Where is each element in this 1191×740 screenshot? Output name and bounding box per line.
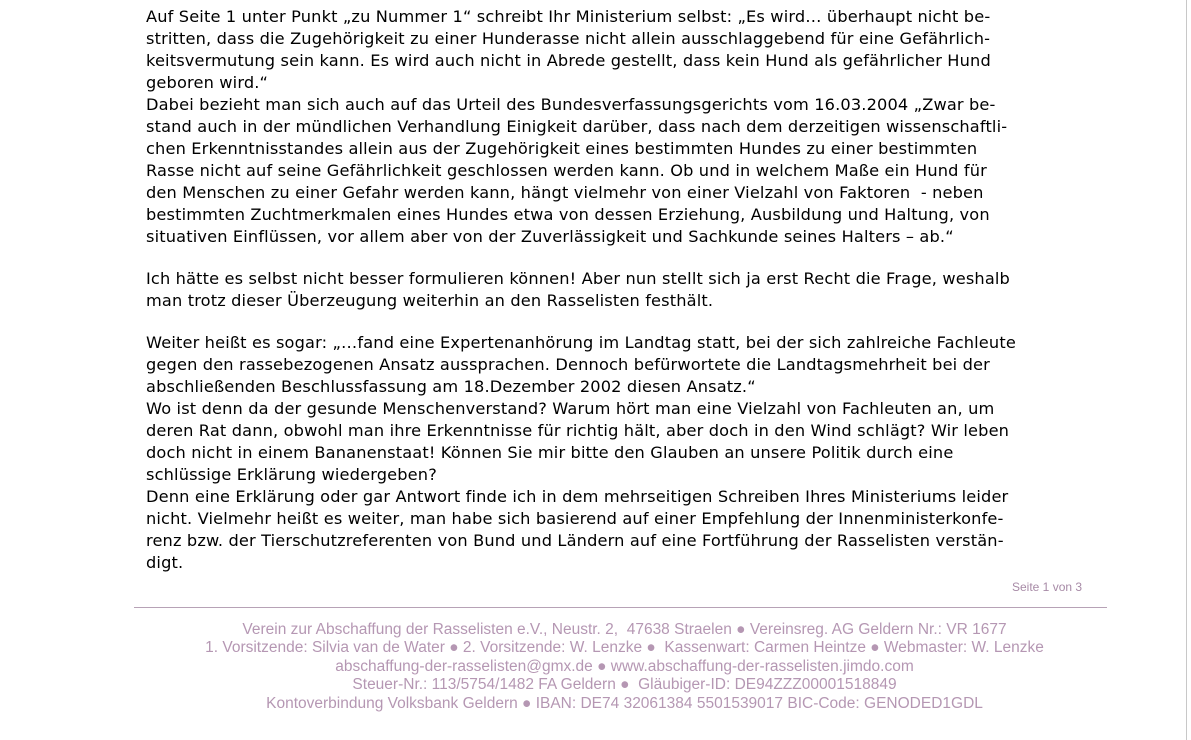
footer-line-address: Verein zur Abschaffung der Rasselisten e.V., Neustr. 2, 47638 Straelen ● Vereinsreg. AG Geldern Nr.: VR 1677 [242,621,1007,638]
text-line: schlüssige Erklärung wiedergeben? [146,465,437,484]
text-line: renz bzw. der Tierschutzreferenten von Bund und Ländern auf eine Fortführung der Rasselisten verstän- [146,531,1004,550]
paragraph-question [146,268,1106,312]
paragraph-spacer [146,248,1106,268]
footer-line-board: 1. Vorsitzende: Silvia van de Water ● 2. Vorsitzende: W. Lenzke ● Kassenwart: Carmen Heintze ● Webmaster: W. Lenzke [205,639,1044,657]
text-line: deren Rat dann, obwohl man ihre Erkenntnisse für richtig hält, aber doch in den Wind schlägt? Wir leben [146,421,1010,440]
footer-divider [134,607,1107,608]
text-line: Ich hätte es selbst nicht besser formulieren können! Aber nun stellt sich ja erst Recht die Frage, weshalb [146,269,1010,288]
text-line: Wo ist denn da der gesunde Menschenverstand? Warum hört man eine Vielzahl von Fachleuten an, um [146,399,995,418]
text-line: Weiter heißt es sogar: „…fand eine Expertenanhörung im Landtag statt, bei der sich zahlreiche Fachleute [146,333,1016,352]
text-line: geboren wird.“ [146,73,269,92]
text-line: Denn eine Erklärung oder gar Antwort finde ich in dem mehrseitigen Schreiben Ihres Ministeriums leider [146,487,1009,506]
page-edge [1186,0,1187,740]
text-line: chen Erkenntnisstandes allein aus der Zugehörigkeit eines bestimmten Hundes zu einer bestimmten [146,139,978,158]
text-line: den Menschen zu einer Gefahr werden kann, hängt vielmehr von einer Vielzahl von Faktoren - neben [146,183,984,202]
paragraph-expert-hearing [146,332,1106,398]
footer-line-tax: Steuer-Nr.: 113/5754/1482 FA Geldern ● Gläubiger-ID: DE94ZZZ00001518849 [352,676,897,694]
text-line: nicht. Vielmehr heißt es weiter, man habe sich basierend auf einer Empfehlung der Innenministerkonfe- [146,509,1004,528]
page-number: Seite 1 von 3 [1012,580,1083,594]
footer-line-contact: abschaffung-der-rasselisten@gmx.de ● www.abschaffung-der-rasselisten.jimdo.com [335,657,914,675]
text-line: digt. [146,553,184,572]
text-line: stritten, dass die Zugehörigkeit zu einer Hunderasse nicht allein ausschlaggebend für eine Gefährlich- [146,29,991,48]
paragraph-bverfg-quote [146,94,1106,248]
letter-body [146,6,1106,574]
footer-line-bank: Kontoverbindung Volksbank Geldern ● IBAN: DE74 32061384 5501539017 BIC-Code: GENODED1GDL [266,694,983,712]
text-line: Dabei bezieht man sich auch auf das Urteil des Bundesverfassungsgerichts vom 16.03.2004 „Zwar be- [146,95,996,114]
paragraph-explanation [146,486,1106,574]
paragraph-spacer [146,312,1106,332]
paragraph-ministerium-quote [146,6,1106,94]
text-line: doch nicht in einem Bananenstaat! Können Sie mir bitte den Glauben an unsere Politik durch eine [146,443,954,462]
text-line: abschließenden Beschlussfassung am 18.Dezember 2002 diesen Ansatz.“ [146,377,756,396]
text-line: Auf Seite 1 unter Punkt „zu Nummer 1“ schreibt Ihr Ministerium selbst: „Es wird… überhaupt nicht be- [146,7,991,26]
text-line: man trotz dieser Überzeugung weiterhin an den Rasselisten festhält. [146,291,714,310]
text-line: keitsvermutung sein kann. Es wird auch nicht in Abrede gestellt, dass kein Hund als gefährlicher Hund [146,51,991,70]
text-line: stand auch in der mündlichen Verhandlung Einigkeit darüber, dass nach dem derzeitigen wissenschaftli- [146,117,1008,136]
text-line: gegen den rassebezogenen Ansatz aussprachen. Dennoch befürwortete die Landtagsmehrheit bei der [146,355,990,374]
paragraph-common-sense [146,398,1106,486]
letter-footer [134,621,1115,713]
text-line: bestimmten Zuchtmerkmalen eines Hundes etwa von dessen Erziehung, Ausbildung und Haltung, von [146,205,990,224]
text-line: Rasse nicht auf seine Gefährlichkeit geschlossen werden kann. Ob und in welchem Maße ein Hund für [146,161,987,180]
text-line: situativen Einflüssen, vor allem aber von der Zuverlässigkeit und Sachkunde seines Halters – ab.“ [146,227,954,246]
